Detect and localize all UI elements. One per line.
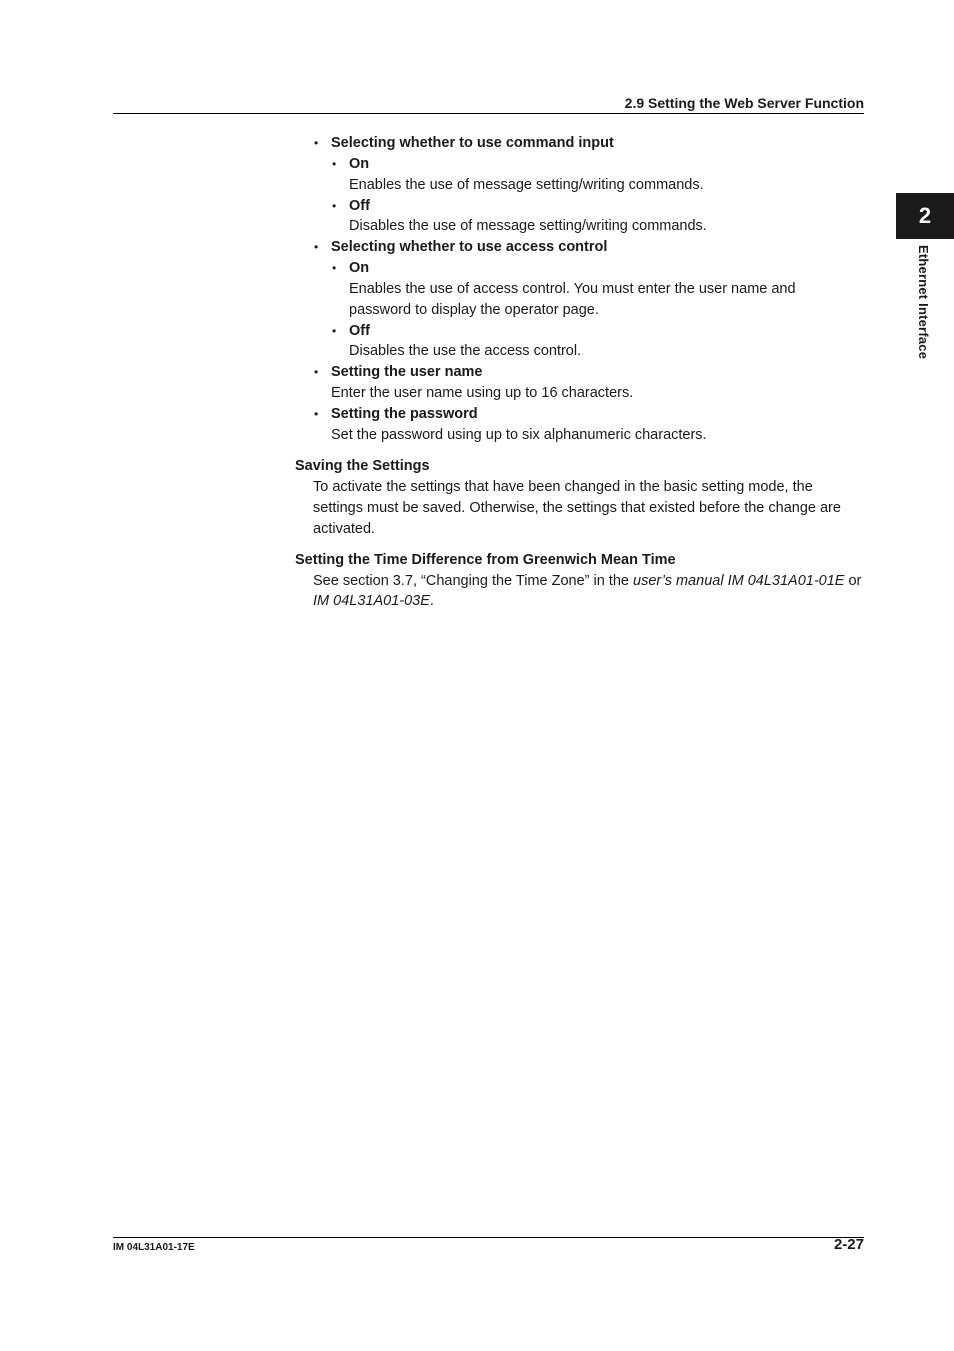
access-control-on-desc-2: password to display the operator page. (349, 302, 599, 318)
command-input-on-label: On (349, 156, 370, 172)
time-diff-suffix: or (844, 573, 862, 589)
header-rule (113, 113, 864, 114)
time-diff-heading: Setting the Time Difference from Greenwich Mean Time (295, 552, 676, 568)
bullet: • (314, 136, 319, 150)
time-diff-prefix: See section 3.7, “Changing the Time Zone” in the (313, 573, 633, 589)
password-heading: Setting the password (331, 406, 478, 422)
access-control-off-label: Off (349, 323, 370, 339)
bullet: • (332, 157, 337, 171)
access-control-heading: Selecting whether to use access control (331, 239, 608, 255)
saving-line-2: settings must be saved. Otherwise, the settings that existed before the change are (313, 500, 841, 516)
user-name-heading: Setting the user name (331, 364, 483, 380)
command-input-off-desc: Disables the use of message setting/writing commands. (349, 218, 707, 234)
chapter-title: Ethernet Interface (916, 245, 931, 360)
manual-reference: IM 04L31A01-03E (313, 593, 430, 609)
saving-heading: Saving the Settings (295, 458, 430, 474)
user-name-desc: Enter the user name using up to 16 characters. (331, 385, 634, 401)
password-desc: Set the password using up to six alphanumeric characters. (331, 427, 707, 443)
manual-reference: user’s manual IM 04L31A01-01E (633, 573, 845, 589)
chapter-tab (896, 193, 954, 239)
command-input-off-label: Off (349, 198, 370, 214)
section-header-title: 2.9 Setting the Web Server Function (624, 95, 864, 111)
document-id: IM 04L31A01-17E (113, 1242, 195, 1253)
command-input-on-desc: Enables the use of message setting/writing commands. (349, 177, 704, 193)
bullet: • (314, 240, 319, 254)
bullet: • (314, 407, 319, 421)
access-control-off-desc: Disables the use the access control. (349, 343, 582, 359)
saving-line-3: activated. (313, 521, 376, 537)
access-control-on-label: On (349, 260, 370, 276)
time-diff-period: . (429, 593, 434, 609)
bullet: • (332, 199, 337, 213)
chapter-number: 2 (918, 203, 932, 228)
footer-rule (113, 1237, 864, 1238)
command-input-heading: Selecting whether to use command input (331, 135, 614, 151)
time-diff-line-1 (313, 572, 861, 590)
time-diff-line-2 (313, 592, 434, 610)
bullet: • (314, 365, 319, 379)
access-control-on-desc-1: Enables the use of access control. You must enter the user name and (349, 281, 796, 297)
bullet: • (332, 324, 337, 338)
bullet: • (332, 261, 337, 275)
saving-line-1: To activate the settings that have been changed in the basic setting mode, the (313, 479, 813, 495)
page-number: 2-27 (833, 1236, 864, 1253)
